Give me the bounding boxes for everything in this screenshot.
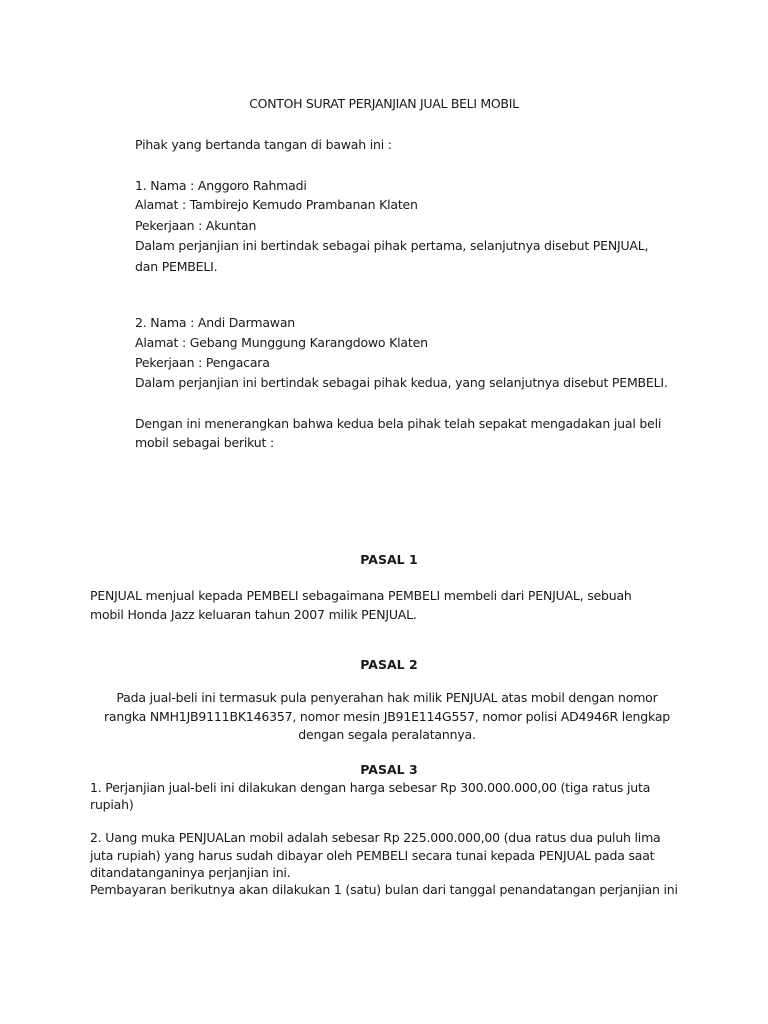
party1-nama: 1. Nama : Anggoro Rahmadi: [135, 178, 307, 193]
party2-pekerjaan: Pekerjaan : Pengacara: [135, 355, 270, 370]
pasal2-line1: Pada jual-beli ini termasuk pula penyerahan hak milik PENJUAL atas mobil dengan nomor: [116, 690, 658, 705]
pasal2-line2: rangka NMH1JB9111BK146357, nomor mesin JB91E114G557, nomor polisi AD4946R lengkap: [103, 709, 671, 724]
pasal3-item2-line1: 2. Uang muka PENJUALan mobil adalah sebesar Rp 225.000.000,00 (dua ratus dua puluh lima: [90, 830, 661, 845]
party2-nama: 2. Nama : Andi Darmawan: [135, 315, 296, 330]
party2-alamat: Alamat : Gebang Munggung Karangdowo Klaten: [135, 335, 428, 350]
pasal2-heading: PASAL 2: [360, 657, 418, 672]
pasal2-line3: dengan segala peralatannya.: [298, 727, 476, 742]
pasal3-item2-line4: Pembayaran berikutnya akan dilakukan 1 (satu) bulan dari tanggal penandatangan perjanjian ini: [90, 882, 678, 897]
document-title: CONTOH SURAT PERJANJIAN JUAL BELI MOBIL: [249, 96, 519, 111]
pasal1-line2: mobil Honda Jazz keluaran tahun 2007 milik PENJUAL.: [90, 607, 417, 622]
pasal1-heading: PASAL 1: [360, 552, 418, 567]
party2-role-line1: Dalam perjanjian ini bertindak sebagai pihak kedua, yang selanjutnya disebut PEMBELI.: [135, 375, 668, 390]
party1-role-line1: Dalam perjanjian ini bertindak sebagai pihak pertama, selanjutnya disebut PENJUAL,: [135, 238, 649, 253]
party1-alamat: Alamat : Tambirejo Kemudo Prambanan Klaten: [135, 197, 418, 212]
pasal1-line1: PENJUAL menjual kepada PEMBELI sebagaimana PEMBELI membeli dari PENJUAL, sebuah: [90, 588, 632, 603]
pasal3-heading: PASAL 3: [360, 762, 418, 777]
pasal3-item1-line1: 1. Perjanjian jual-beli ini dilakukan dengan harga sebesar Rp 300.000.000,00 (tiga ratus juta: [90, 780, 651, 795]
intro-text: Pihak yang bertanda tangan di bawah ini :: [135, 137, 392, 152]
pasal3-item2-line3: ditandatanganinya perjanjian ini.: [90, 865, 291, 880]
statement-line1: Dengan ini menerangkan bahwa kedua bela pihak telah sepakat mengadakan jual beli: [135, 416, 662, 431]
pasal3-item2-line2: juta rupiah) yang harus sudah dibayar oleh PEMBELI secara tunai kepada PENJUAL pada saat: [90, 848, 655, 863]
party1-pekerjaan: Pekerjaan : Akuntan: [135, 218, 257, 233]
statement-line2: mobil sebagai berikut :: [135, 435, 275, 450]
pasal3-item1-line2: rupiah): [90, 797, 134, 812]
party1-role-line2: dan PEMBELI.: [135, 259, 218, 274]
